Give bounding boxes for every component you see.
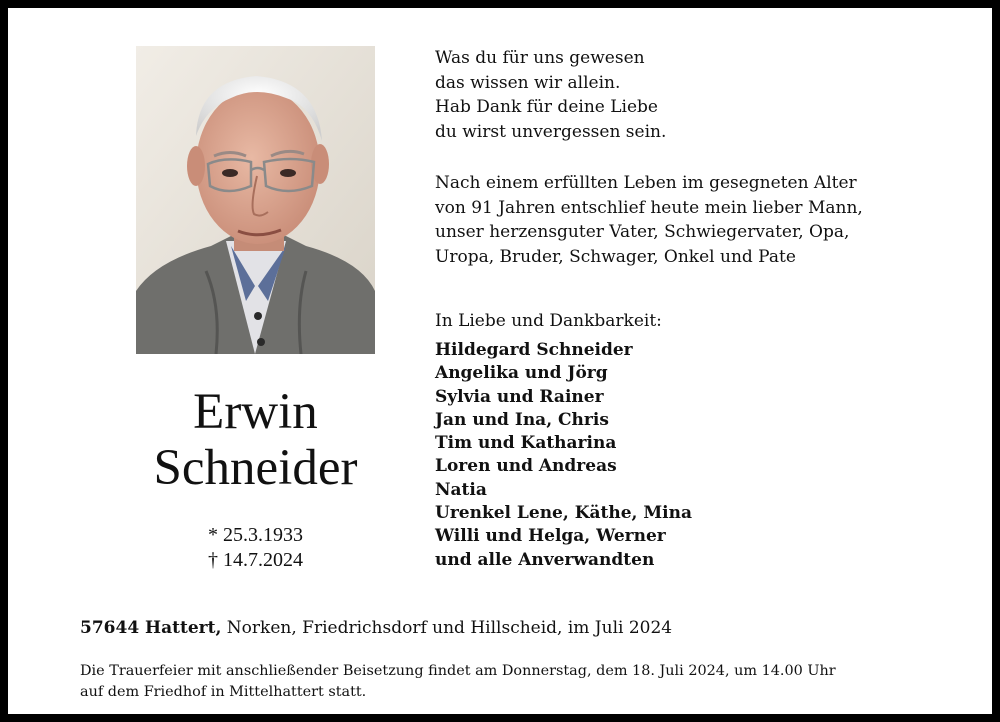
family-member: Tim und Katharina bbox=[435, 433, 617, 454]
poem-line: Hab Dank für deine Liebe bbox=[435, 97, 658, 117]
family-member: und alle Anverwandten bbox=[435, 549, 655, 570]
announcement-text bbox=[435, 171, 863, 269]
poem-line: das wissen wir allein. bbox=[435, 72, 621, 93]
last-name: Schneider bbox=[153, 440, 358, 496]
family-member: Jan und Ina, Chris bbox=[435, 409, 609, 430]
family-member: Urenkel Lene, Käthe, Mina bbox=[435, 503, 693, 524]
poem-line: du wirst unvergessen sein. bbox=[435, 121, 667, 142]
announcement-line: unser herzensguter Vater, Schwiegervater, Opa, bbox=[435, 222, 850, 242]
death-date: † 14.7.2024 bbox=[208, 549, 303, 571]
funeral-service-note bbox=[80, 661, 836, 703]
location-town: 57644 Hattert, bbox=[80, 618, 222, 638]
deceased-name bbox=[118, 384, 393, 496]
poem-line: Was du für uns gewesen bbox=[435, 48, 645, 68]
birth-date: * 25.3.1933 bbox=[208, 524, 303, 546]
memorial-poem bbox=[435, 46, 666, 144]
first-name: Erwin bbox=[193, 384, 318, 440]
portrait-photo bbox=[136, 46, 375, 354]
location-line bbox=[80, 616, 672, 640]
service-line: Die Trauerfeier mit anschließender Beisetzung findet am Donnerstag, dem 18. Juli 2024, um 14.00 Uhr bbox=[80, 663, 836, 679]
service-line: auf dem Friedhof in Mittelhattert statt. bbox=[80, 684, 367, 700]
family-member: Willi und Helga, Werner bbox=[435, 526, 666, 547]
location-details: Norken, Friedrichsdorf und Hillscheid, im Juli 2024 bbox=[221, 618, 673, 638]
announcement-line: von 91 Jahren entschlief heute mein lieber Mann, bbox=[435, 197, 863, 218]
family-member: Sylvia und Rainer bbox=[435, 386, 604, 407]
family-heading: In Liebe und Dankbarkeit: bbox=[435, 311, 662, 331]
portrait-image bbox=[136, 46, 375, 354]
family-member: Angelika und Jörg bbox=[435, 363, 608, 384]
family-member: Natia bbox=[435, 479, 487, 500]
family-member: Loren und Andreas bbox=[435, 456, 617, 477]
announcement-line: Uropa, Bruder, Schwager, Onkel und Pate bbox=[435, 246, 796, 267]
family-member: Hildegard Schneider bbox=[435, 340, 633, 360]
life-dates bbox=[118, 523, 393, 573]
family-list bbox=[435, 339, 692, 572]
announcement-line: Nach einem erfüllten Leben im gesegneten Alter bbox=[435, 173, 857, 193]
